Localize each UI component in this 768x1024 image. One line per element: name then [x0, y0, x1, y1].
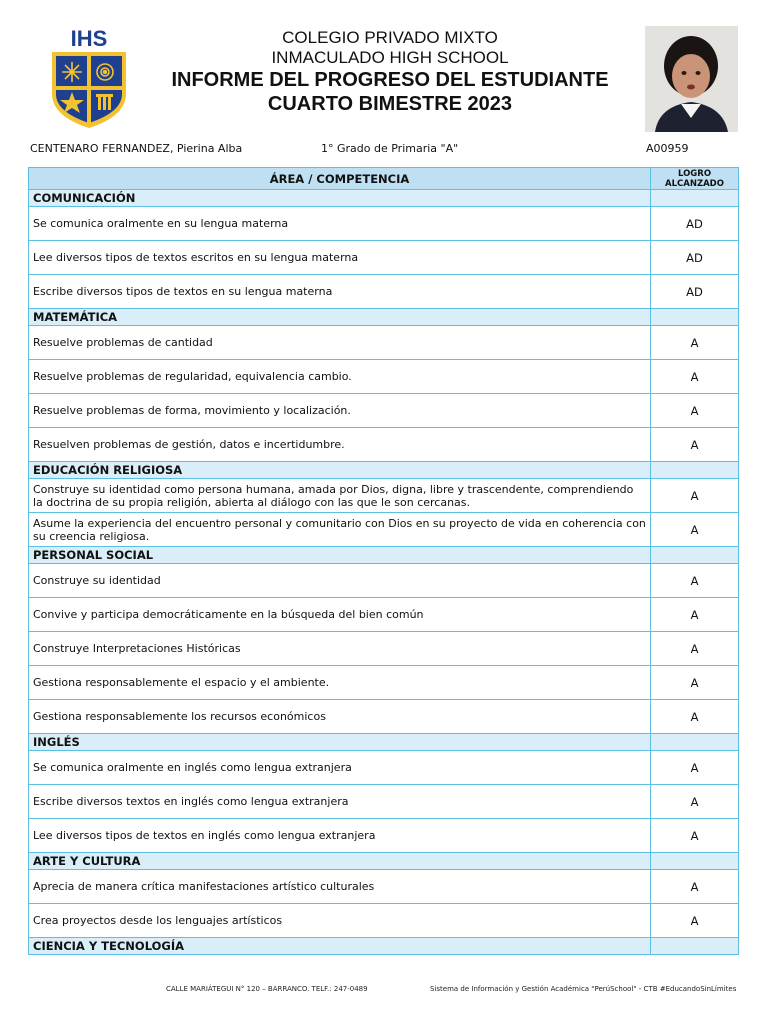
competency-text: Escribe diversos tipos de textos en su lengua materna [29, 275, 651, 309]
student-photo [645, 26, 738, 132]
competency-row [29, 785, 739, 819]
competency-text: Convive y participa democráticamente en la búsqueda del bien común [29, 598, 651, 632]
area-row [29, 938, 739, 955]
competency-row [29, 564, 739, 598]
grades-body [29, 190, 739, 955]
competency-row [29, 360, 739, 394]
area-name: PERSONAL SOCIAL [29, 547, 651, 564]
footer-address: CALLE MARIÁTEGUI N° 120 – BARRANCO. TELF.: 247-0489 [166, 985, 368, 993]
competency-grade: A [651, 326, 739, 360]
competency-grade: A [651, 700, 739, 734]
student-grade: 1° Grado de Primaria "A" [321, 142, 459, 155]
competency-grade: A [651, 870, 739, 904]
report-header [140, 28, 640, 116]
area-grade-cell [651, 309, 739, 326]
student-code: A00959 [646, 142, 689, 155]
competency-grade: A [651, 785, 739, 819]
competency-text: Lee diversos tipos de textos escritos en su lengua materna [29, 241, 651, 275]
competency-row [29, 819, 739, 853]
competency-grade: A [651, 513, 739, 547]
competency-row [29, 513, 739, 547]
column-header-area: ÁREA / COMPETENCIA [29, 168, 651, 190]
competency-grade: A [651, 751, 739, 785]
area-name: EDUCACIÓN RELIGIOSA [29, 462, 651, 479]
area-name: CIENCIA Y TECNOLOGÍA [29, 938, 651, 955]
competency-grade: A [651, 819, 739, 853]
competency-text: Se comunica oralmente en inglés como lengua extranjera [29, 751, 651, 785]
competency-row [29, 666, 739, 700]
competency-text: Construye Interpretaciones Históricas [29, 632, 651, 666]
area-row [29, 547, 739, 564]
competency-row [29, 751, 739, 785]
competency-grade: A [651, 632, 739, 666]
competency-grade: AD [651, 207, 739, 241]
competency-text: Gestiona responsablemente el espacio y el ambiente. [29, 666, 651, 700]
logo-text: IHS [70, 26, 108, 51]
competency-row [29, 428, 739, 462]
competency-row [29, 326, 739, 360]
report-title: INFORME DEL PROGRESO DEL ESTUDIANTE [171, 69, 609, 91]
competency-text: Gestiona responsablemente los recursos económicos [29, 700, 651, 734]
competency-row [29, 207, 739, 241]
competency-text: Resuelve problemas de regularidad, equivalencia cambio. [29, 360, 651, 394]
report-period: CUARTO BIMESTRE 2023 [267, 93, 513, 115]
area-row [29, 309, 739, 326]
competency-grade: A [651, 598, 739, 632]
competency-grade: A [651, 564, 739, 598]
area-grade-cell [651, 547, 739, 564]
competency-row [29, 700, 739, 734]
area-grade-cell [651, 734, 739, 751]
table-header-row [29, 168, 739, 190]
student-name: CENTENARO FERNANDEZ, Pierina Alba [30, 142, 243, 155]
competency-row [29, 598, 739, 632]
competency-text: Asume la experiencia del encuentro personal y comunitario con Dios en su proyecto de vida en coherencia con su creencia religiosa. [29, 513, 651, 547]
area-name: INGLÉS [29, 734, 651, 751]
competency-text: Lee diversos tipos de textos en inglés como lengua extranjera [29, 819, 651, 853]
competency-grade: A [651, 666, 739, 700]
area-grade-cell [651, 938, 739, 955]
school-name-line2: INMACULADO HIGH SCHOOL [271, 48, 509, 67]
area-row [29, 190, 739, 207]
competency-grade: AD [651, 241, 739, 275]
competency-row [29, 632, 739, 666]
area-name: ARTE Y CULTURA [29, 853, 651, 870]
competency-text: Construye su identidad como persona humana, amada por Dios, digna, libre y trascendente, comprendiendo la doctrina de su propia religión, abierta al diálogo con las que le son cercanas. [29, 479, 651, 513]
competency-grade: AD [651, 275, 739, 309]
area-name: MATEMÁTICA [29, 309, 651, 326]
competency-grade: A [651, 479, 739, 513]
competency-text: Construye su identidad [29, 564, 651, 598]
competency-grade: A [651, 394, 739, 428]
competency-row [29, 241, 739, 275]
competency-text: Resuelven problemas de gestión, datos e incertidumbre. [29, 428, 651, 462]
area-name: COMUNICACIÓN [29, 190, 651, 207]
school-logo [44, 24, 134, 130]
area-grade-cell [651, 190, 739, 207]
grades-table [28, 167, 738, 955]
footer-system: Sistema de Información y Gestión Académica "PerúSchool" - CTB #EducandoSinLímites [430, 985, 737, 993]
competency-grade: A [651, 428, 739, 462]
column-header-logro: LOGRO ALCANZADO [651, 168, 739, 190]
area-grade-cell [651, 853, 739, 870]
competency-row [29, 275, 739, 309]
area-grade-cell [651, 462, 739, 479]
competency-text: Resuelve problemas de forma, movimiento y localización. [29, 394, 651, 428]
competency-row [29, 870, 739, 904]
student-info [30, 142, 738, 156]
competency-grade: A [651, 360, 739, 394]
competency-row [29, 479, 739, 513]
competency-row [29, 394, 739, 428]
competency-text: Resuelve problemas de cantidad [29, 326, 651, 360]
competency-row [29, 904, 739, 938]
competency-text: Escribe diversos textos en inglés como lengua extranjera [29, 785, 651, 819]
area-row [29, 734, 739, 751]
school-name-line1: COLEGIO PRIVADO MIXTO [282, 28, 498, 47]
area-row [29, 462, 739, 479]
competency-grade: A [651, 904, 739, 938]
area-row [29, 853, 739, 870]
competency-text: Se comunica oralmente en su lengua materna [29, 207, 651, 241]
competency-text: Crea proyectos desde los lenguajes artísticos [29, 904, 651, 938]
competency-text: Aprecia de manera crítica manifestaciones artístico culturales [29, 870, 651, 904]
